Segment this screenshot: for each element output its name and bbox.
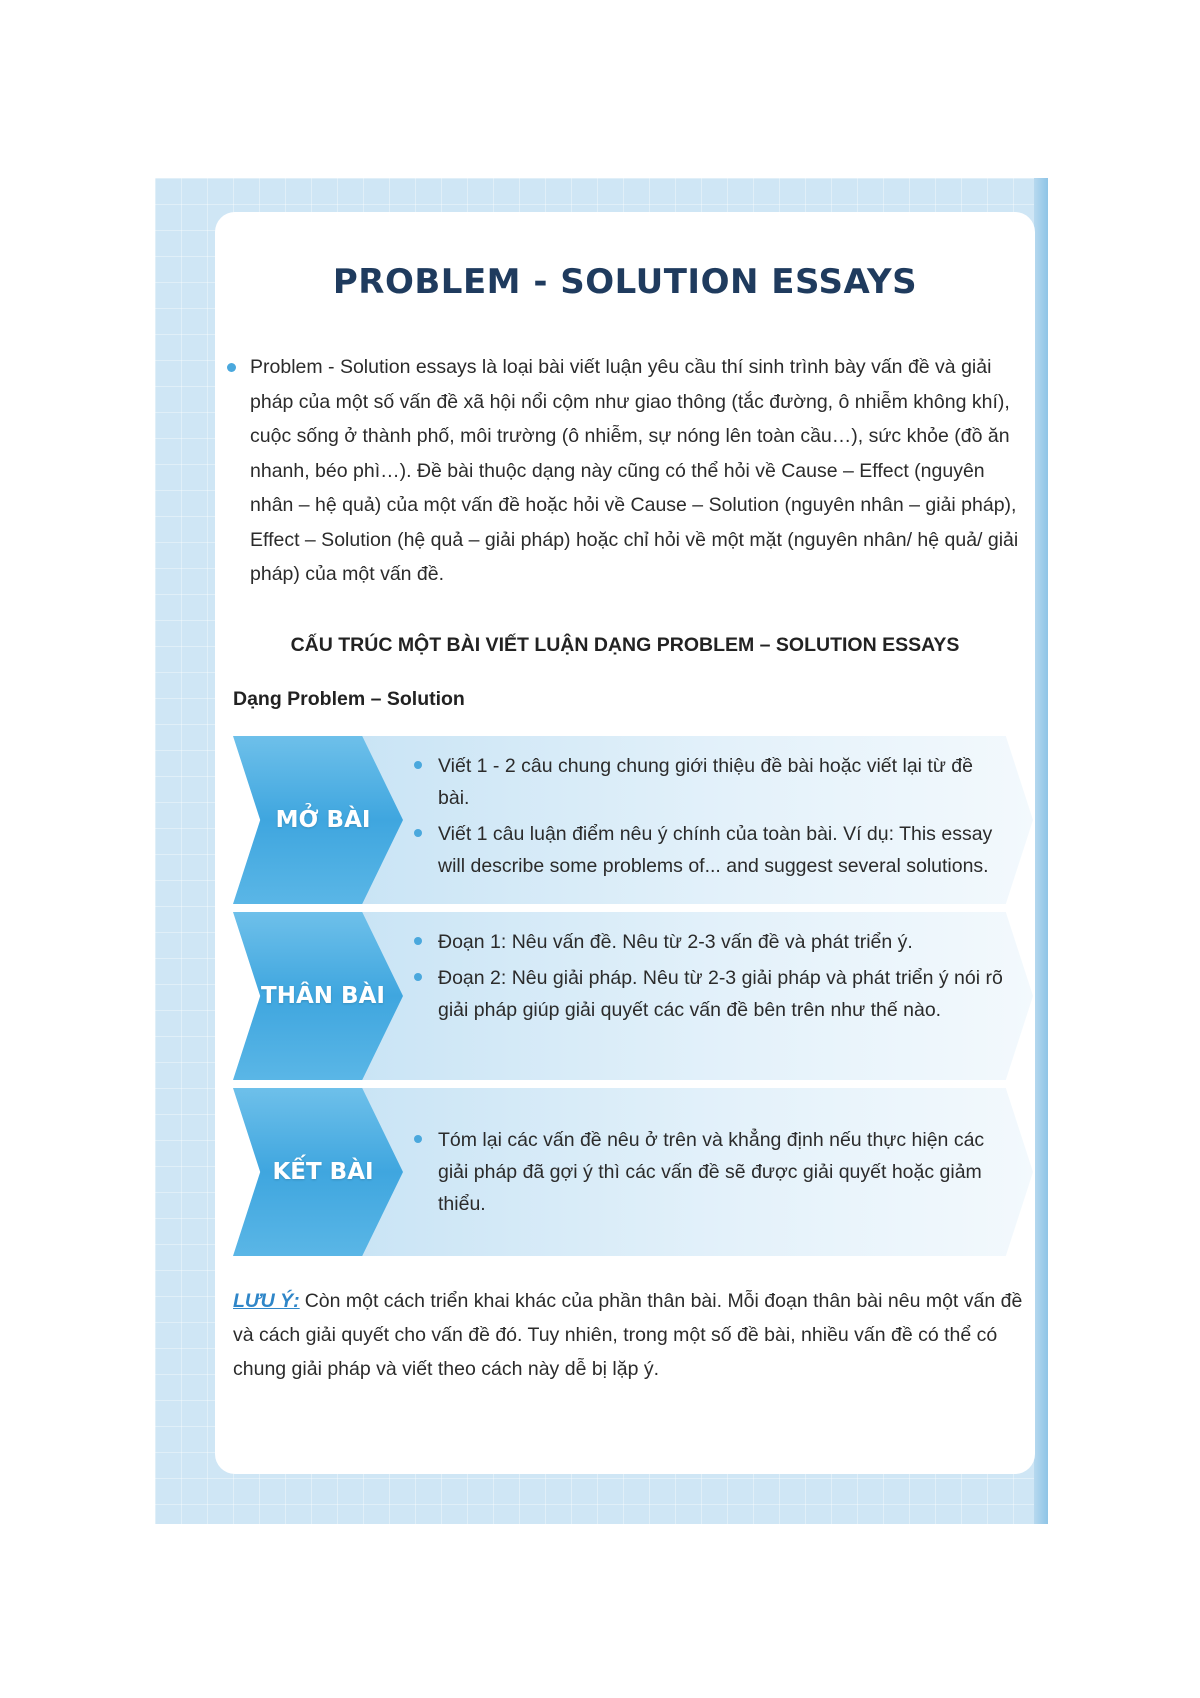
note-text: Còn một cách triển khai khác của phần thân bài. Mỗi đoạn thân bài nêu một vấn đề và cách giải quyết cho vấn đề đó. Tuy nhiên, trong một số đề bài, nhiều vấn đề có thể có chung giải pháp và viết theo cách này dễ bị lặp ý. <box>233 1290 1023 1380</box>
list-item: Tóm lại các vấn đề nêu ở trên và khẳng định nếu thực hiện các giải pháp đã gợi ý thì các vấn đề sẽ được giải quyết hoặc giảm thiểu. <box>438 1124 1008 1220</box>
list-item: Đoạn 1: Nêu vấn đề. Nêu từ 2-3 vấn đề và phát triển ý. <box>438 926 1008 958</box>
section-label: KẾT BÀI <box>272 1159 374 1185</box>
intro-text: Problem - Solution essays là loại bài viết luận yêu cầu thí sinh trình bày vấn đề và giải pháp của một số vấn đề xã hội nổi cộm như giao thông (tắc đường, ô nhiễm không khí), cuộc sống ở thành phố, môi trường (ô nhiễm, sự nóng lên toàn cầu…), sức khỏe (đồ ăn nhanh, béo phì…). Đề bài thuộc dạng này cũng có thể hỏi về Cause – Effect (nguyên nhân – hệ quả) của một vấn đề hoặc hỏi về Cause – Solution (nguyên nhân – giải pháp), Effect – Solution (hệ quả – giải pháp) hoặc chỉ hỏi về một mặt (nguyên nhân/ hệ quả/ giải pháp) của một vấn đề. <box>250 356 1019 585</box>
list-item: Đoạn 2: Nêu giải pháp. Nêu từ 2-3 giải pháp và phát triển ý nói rõ giải pháp giúp giải quyết các vấn đề bên trên như thế nào. <box>438 962 1008 1026</box>
section-than-bai <box>233 912 1033 1080</box>
note-label: LƯU Ý: <box>233 1290 300 1312</box>
structure-heading: CẤU TRÚC MỘT BÀI VIẾT LUẬN DẠNG PROBLEM – SOLUTION ESSAYS <box>290 634 960 656</box>
list-item: Viết 1 - 2 câu chung chung giới thiệu đề bài hoặc viết lại từ đề bài. <box>438 750 1008 814</box>
bullet-icon <box>227 363 236 372</box>
page-title: PROBLEM - SOLUTION ESSAYS <box>332 262 918 302</box>
section-items <box>438 1124 1008 1224</box>
section-label: MỞ BÀI <box>275 807 371 833</box>
form-label: Dạng Problem – Solution <box>233 688 465 710</box>
note-paragraph <box>233 1284 1023 1386</box>
section-mo-bai <box>233 736 1033 904</box>
section-items <box>438 926 1008 1030</box>
list-item: Viết 1 câu luận điểm nêu ý chính của toàn bài. Ví dụ: This essay will describe some problems of... and suggest several solutions. <box>438 818 1008 882</box>
intro-paragraph <box>250 350 1020 592</box>
section-ket-bai <box>233 1088 1033 1256</box>
section-items <box>438 750 1008 886</box>
section-label: THÂN BÀI <box>261 983 385 1009</box>
